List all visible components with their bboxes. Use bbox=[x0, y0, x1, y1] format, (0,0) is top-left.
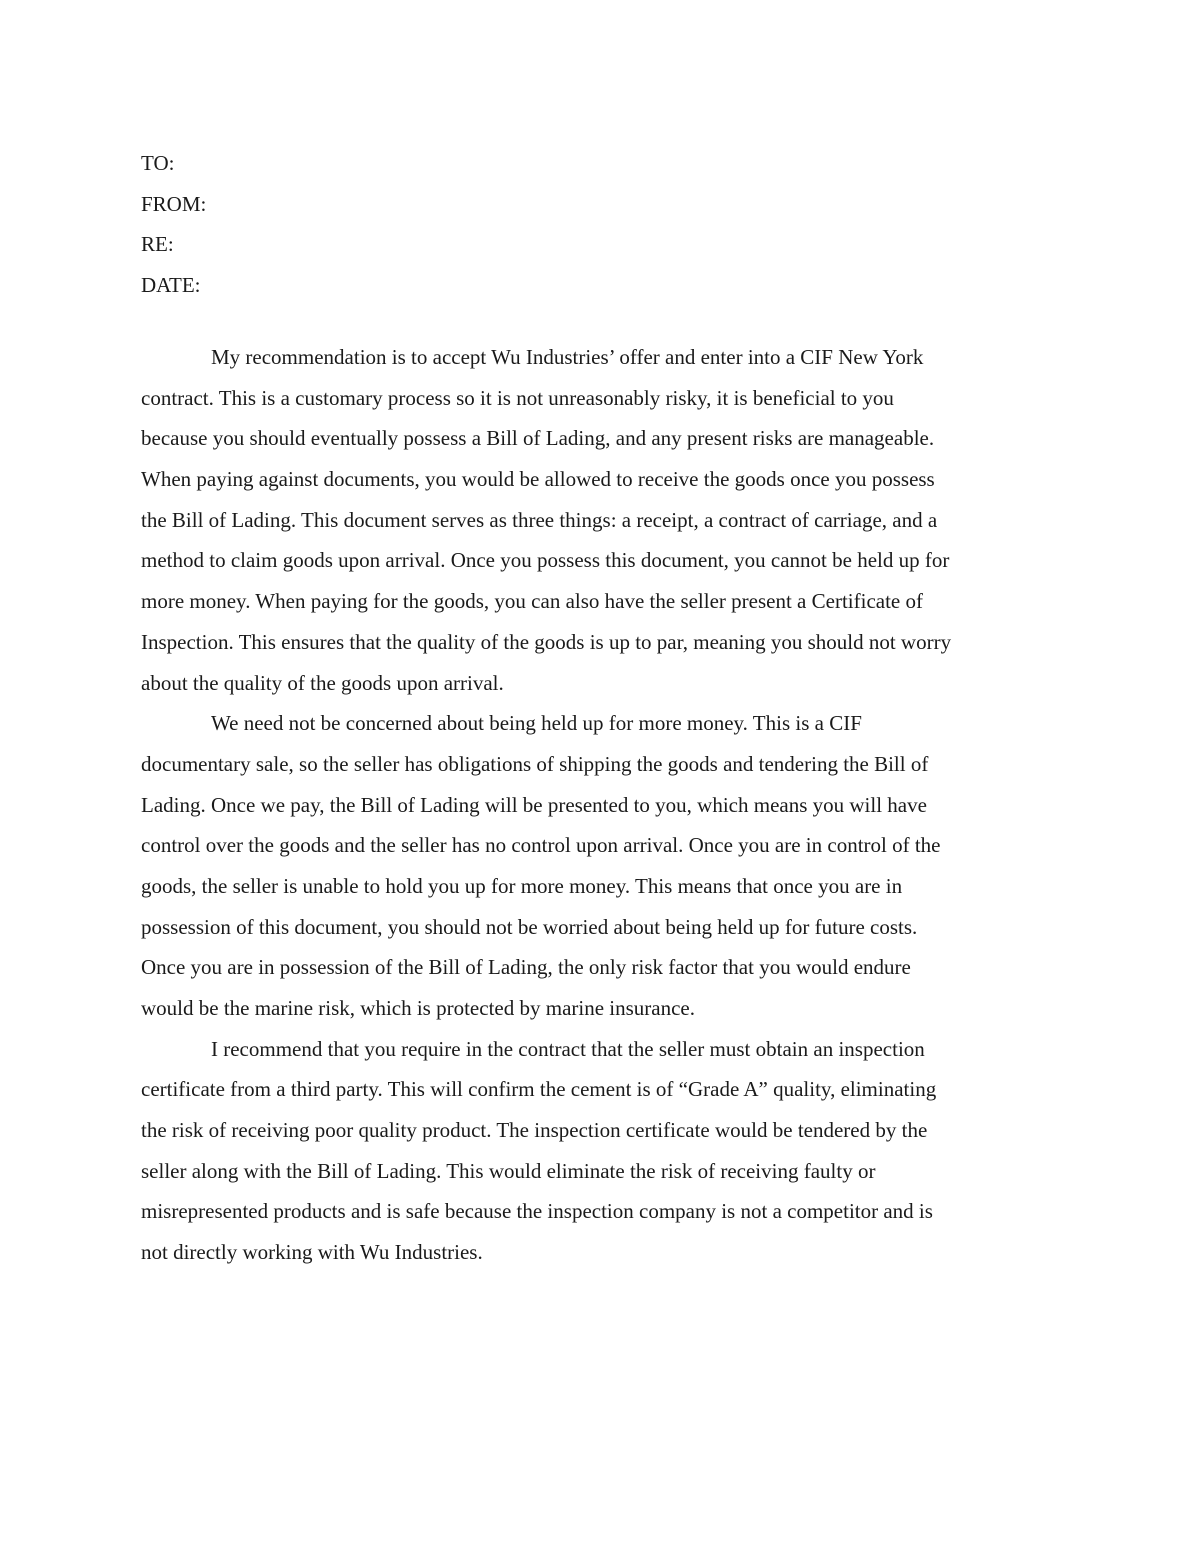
paragraph-line: When paying against documents, you would be allowed to receive the goods once you possess bbox=[141, 467, 935, 492]
paragraph-line: contract. This is a customary process so it is not unreasonably risky, it is beneficial to you bbox=[141, 385, 894, 410]
memo-from-label: FROM: bbox=[141, 191, 207, 216]
paragraph-line: more money. When paying for the goods, you can also have the seller present a Certificate of bbox=[141, 589, 923, 614]
paragraph-inspection bbox=[141, 1029, 1059, 1273]
paragraph-line: because you should eventually possess a Bill of Lading, and any present risks are manageable. bbox=[141, 426, 935, 451]
paragraph-line: would be the marine risk, which is protected by marine insurance. bbox=[141, 996, 695, 1020]
paragraph-holdup-risk bbox=[141, 703, 1059, 1029]
paragraph-line: We need not be concerned about being held up for more money. This is a CIF bbox=[211, 711, 862, 736]
paragraph-line: I recommend that you require in the contract that the seller must obtain an inspection bbox=[211, 1036, 925, 1061]
paragraph-line: Once you are in possession of the Bill of Lading, the only risk factor that you would endure bbox=[141, 955, 911, 980]
paragraph-line: Inspection. This ensures that the quality of the goods is up to par, meaning you should not worry bbox=[141, 629, 952, 654]
memo-to-label: TO: bbox=[141, 151, 175, 175]
paragraph-line: My recommendation is to accept Wu Industries’ offer and enter into a CIF New York bbox=[211, 345, 924, 369]
paragraph-line: not directly working with Wu Industries. bbox=[141, 1240, 483, 1265]
paragraph-line: certificate from a third party. This will confirm the cement is of “Grade A” quality, eliminating bbox=[141, 1077, 937, 1102]
paragraph-line: documentary sale, so the seller has obligations of shipping the goods and tendering the Bill of bbox=[141, 751, 929, 776]
paragraph-line: misrepresented products and is safe because the inspection company is not a competitor and is bbox=[141, 1199, 933, 1224]
paragraph-line: the risk of receiving poor quality product. The inspection certificate would be tendered by the bbox=[141, 1118, 928, 1143]
memo-header bbox=[141, 143, 541, 306]
memo-body bbox=[141, 337, 1059, 1273]
paragraph-line: Lading. Once we pay, the Bill of Lading will be presented to you, which means you will have bbox=[141, 792, 927, 817]
paragraph-line: the Bill of Lading. This document serves as three things: a receipt, a contract of carriage, and a bbox=[141, 507, 938, 532]
paragraph-line: seller along with the Bill of Lading. This would eliminate the risk of receiving faulty or bbox=[141, 1158, 876, 1183]
paragraph-line: goods, the seller is unable to hold you up for more money. This means that once you are in bbox=[141, 873, 903, 898]
paragraph-line: possession of this document, you should not be worried about being held up for future costs. bbox=[141, 914, 918, 939]
paragraph-recommendation bbox=[141, 337, 1059, 703]
paragraph-line: control over the goods and the seller has no control upon arrival. Once you are in control of the bbox=[141, 833, 941, 858]
paragraph-line: about the quality of the goods upon arrival. bbox=[141, 670, 504, 695]
memo-re-label: RE: bbox=[141, 232, 174, 257]
memo-date-label: DATE: bbox=[141, 273, 201, 298]
paragraph-line: method to claim goods upon arrival. Once you possess this document, you cannot be held up for bbox=[141, 548, 950, 573]
